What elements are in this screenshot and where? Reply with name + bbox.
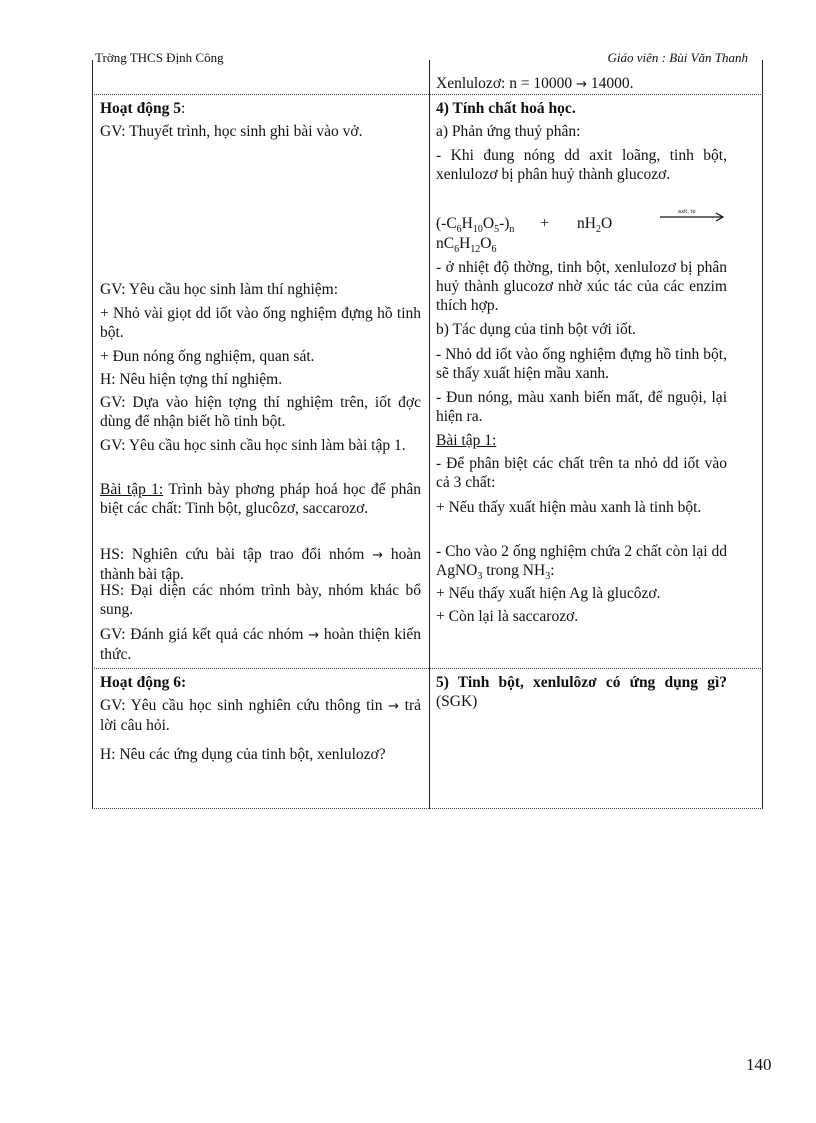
exercise-step-5: + Còn lại là saccarozơ. [436, 608, 579, 625]
column-divider [429, 60, 430, 809]
teacher-name: Giáo viên : Bùi Văn Thanh [607, 50, 748, 65]
row-divider [92, 94, 763, 95]
enzyme-text: - ở nhiệt độ thờng, tinh bột, xenlulozơ bị phân huỷ thành glucozơ nhờ xúc tác của các enzim thích hợp. [436, 259, 727, 314]
exercise-step-2: + Nếu thấy xuất hiện màu xanh là tinh bột. [436, 499, 702, 516]
hydrolysis-equation: $(-C_6H_{10}O_5-)_n + nH_2O$ [436, 215, 613, 236]
iodine-text-1: - Nhỏ dd iốt vào ống nghiệm đựng hồ tinh bột, sẽ thấy xuất hiện mầu xanh. [436, 346, 727, 382]
arrow-icon: → [388, 699, 400, 714]
experiment-step-1: + Nhỏ vài giọt dd iốt vào ống nghiệm đựng hồ tinh bột. [100, 305, 421, 341]
activity-5-title: Hoạt động 5: [100, 100, 186, 117]
teacher-iodine-note: GV: Dựa vào hiện tợng thí nghiệm trên, iốt đợc dùng để nhận biết hồ tinh bột. [100, 394, 421, 430]
question-phenomenon: H: Nêu hiện tợng thí nghiệm. [100, 371, 283, 388]
hydrolysis-title: a) Phản ứng thuỷ phân: [436, 123, 581, 140]
experiment-step-2: + Đun nóng ống nghiệm, quan sát. [100, 348, 315, 365]
student-research: HS: Nghiên cứu bài tập trao đổi nhóm → hoàn thành bài tập. [100, 546, 422, 583]
arrow-icon: → [576, 77, 587, 92]
exercise-1-prompt: Bài tập 1: Trình bày phơng pháp hoá học để phân biệt các chất: Tinh bột, glucôzơ, saccarozơ. [100, 481, 421, 517]
exercise-step-1: - Để phân biệt các chất trên ta nhỏ dd iốt vào cả 3 chất: [436, 455, 727, 491]
activity-6-text: GV: Yêu cầu học sinh nghiên cứu thông tin → trả lời câu hỏi. [100, 697, 422, 734]
reaction-arrow-icon [660, 208, 726, 222]
student-present: HS: Đại diện các nhóm trình bày, nhóm khác bổ sung. [100, 582, 421, 618]
activity-6-question: H: Nêu các ứng dụng của tinh bột, xenlulozơ? [100, 746, 386, 763]
section-5-title: 5) Tinh bột, xenlulôzơ có ứng dụng gì? (SGK) [436, 674, 727, 710]
xenluloza-range: Xenlulozơ: n = 10000 → 14000. [436, 75, 634, 92]
activity-5-text: GV: Thuyết trình, học sinh ghi bài vào vở. [100, 123, 363, 140]
reaction-condition: axit, to [678, 209, 696, 215]
arrow-icon: → [372, 548, 384, 563]
school-name: Trờng THCS Định Công [95, 50, 224, 65]
teacher-exercise-request: GV: Yêu cầu học sinh cầu học sinh làm bài tập 1. [100, 437, 406, 454]
hydrolysis-text: - Khi đung nóng dd axit loãng, tinh bột, xenlulozơ bị phân huỷ thành glucozơ. [436, 147, 727, 183]
exercise-step-4: + Nếu thấy xuất hiện Ag là glucôzơ. [436, 585, 661, 602]
exercise-title: Bài tập 1: [436, 432, 497, 449]
iodine-text-2: - Đun nóng, màu xanh biến mất, để nguội, lại hiện ra. [436, 389, 727, 425]
section-4-title: 4) Tính chất hoá học. [436, 100, 576, 117]
hydrolysis-product: $nC_6H_{12}O_6$ [436, 235, 497, 256]
exercise-step-3: - Cho vào 2 ống nghiệm chứa 2 chất còn lại dd AgNO$_3$ trong $NH_3$: [436, 543, 727, 583]
teacher-evaluation: GV: Đánh giá kết quả các nhóm → hoàn thiện kiến thức. [100, 626, 422, 663]
activity-6-title: Hoạt động 6: [100, 674, 187, 691]
experiment-request: GV: Yêu cầu học sinh làm thí nghiệm: [100, 281, 339, 298]
page-number: 140 [746, 1055, 772, 1074]
iodine-title: b) Tác dụng của tinh bột với iốt. [436, 321, 636, 338]
arrow-icon: → [308, 628, 320, 643]
row-divider [92, 668, 763, 669]
